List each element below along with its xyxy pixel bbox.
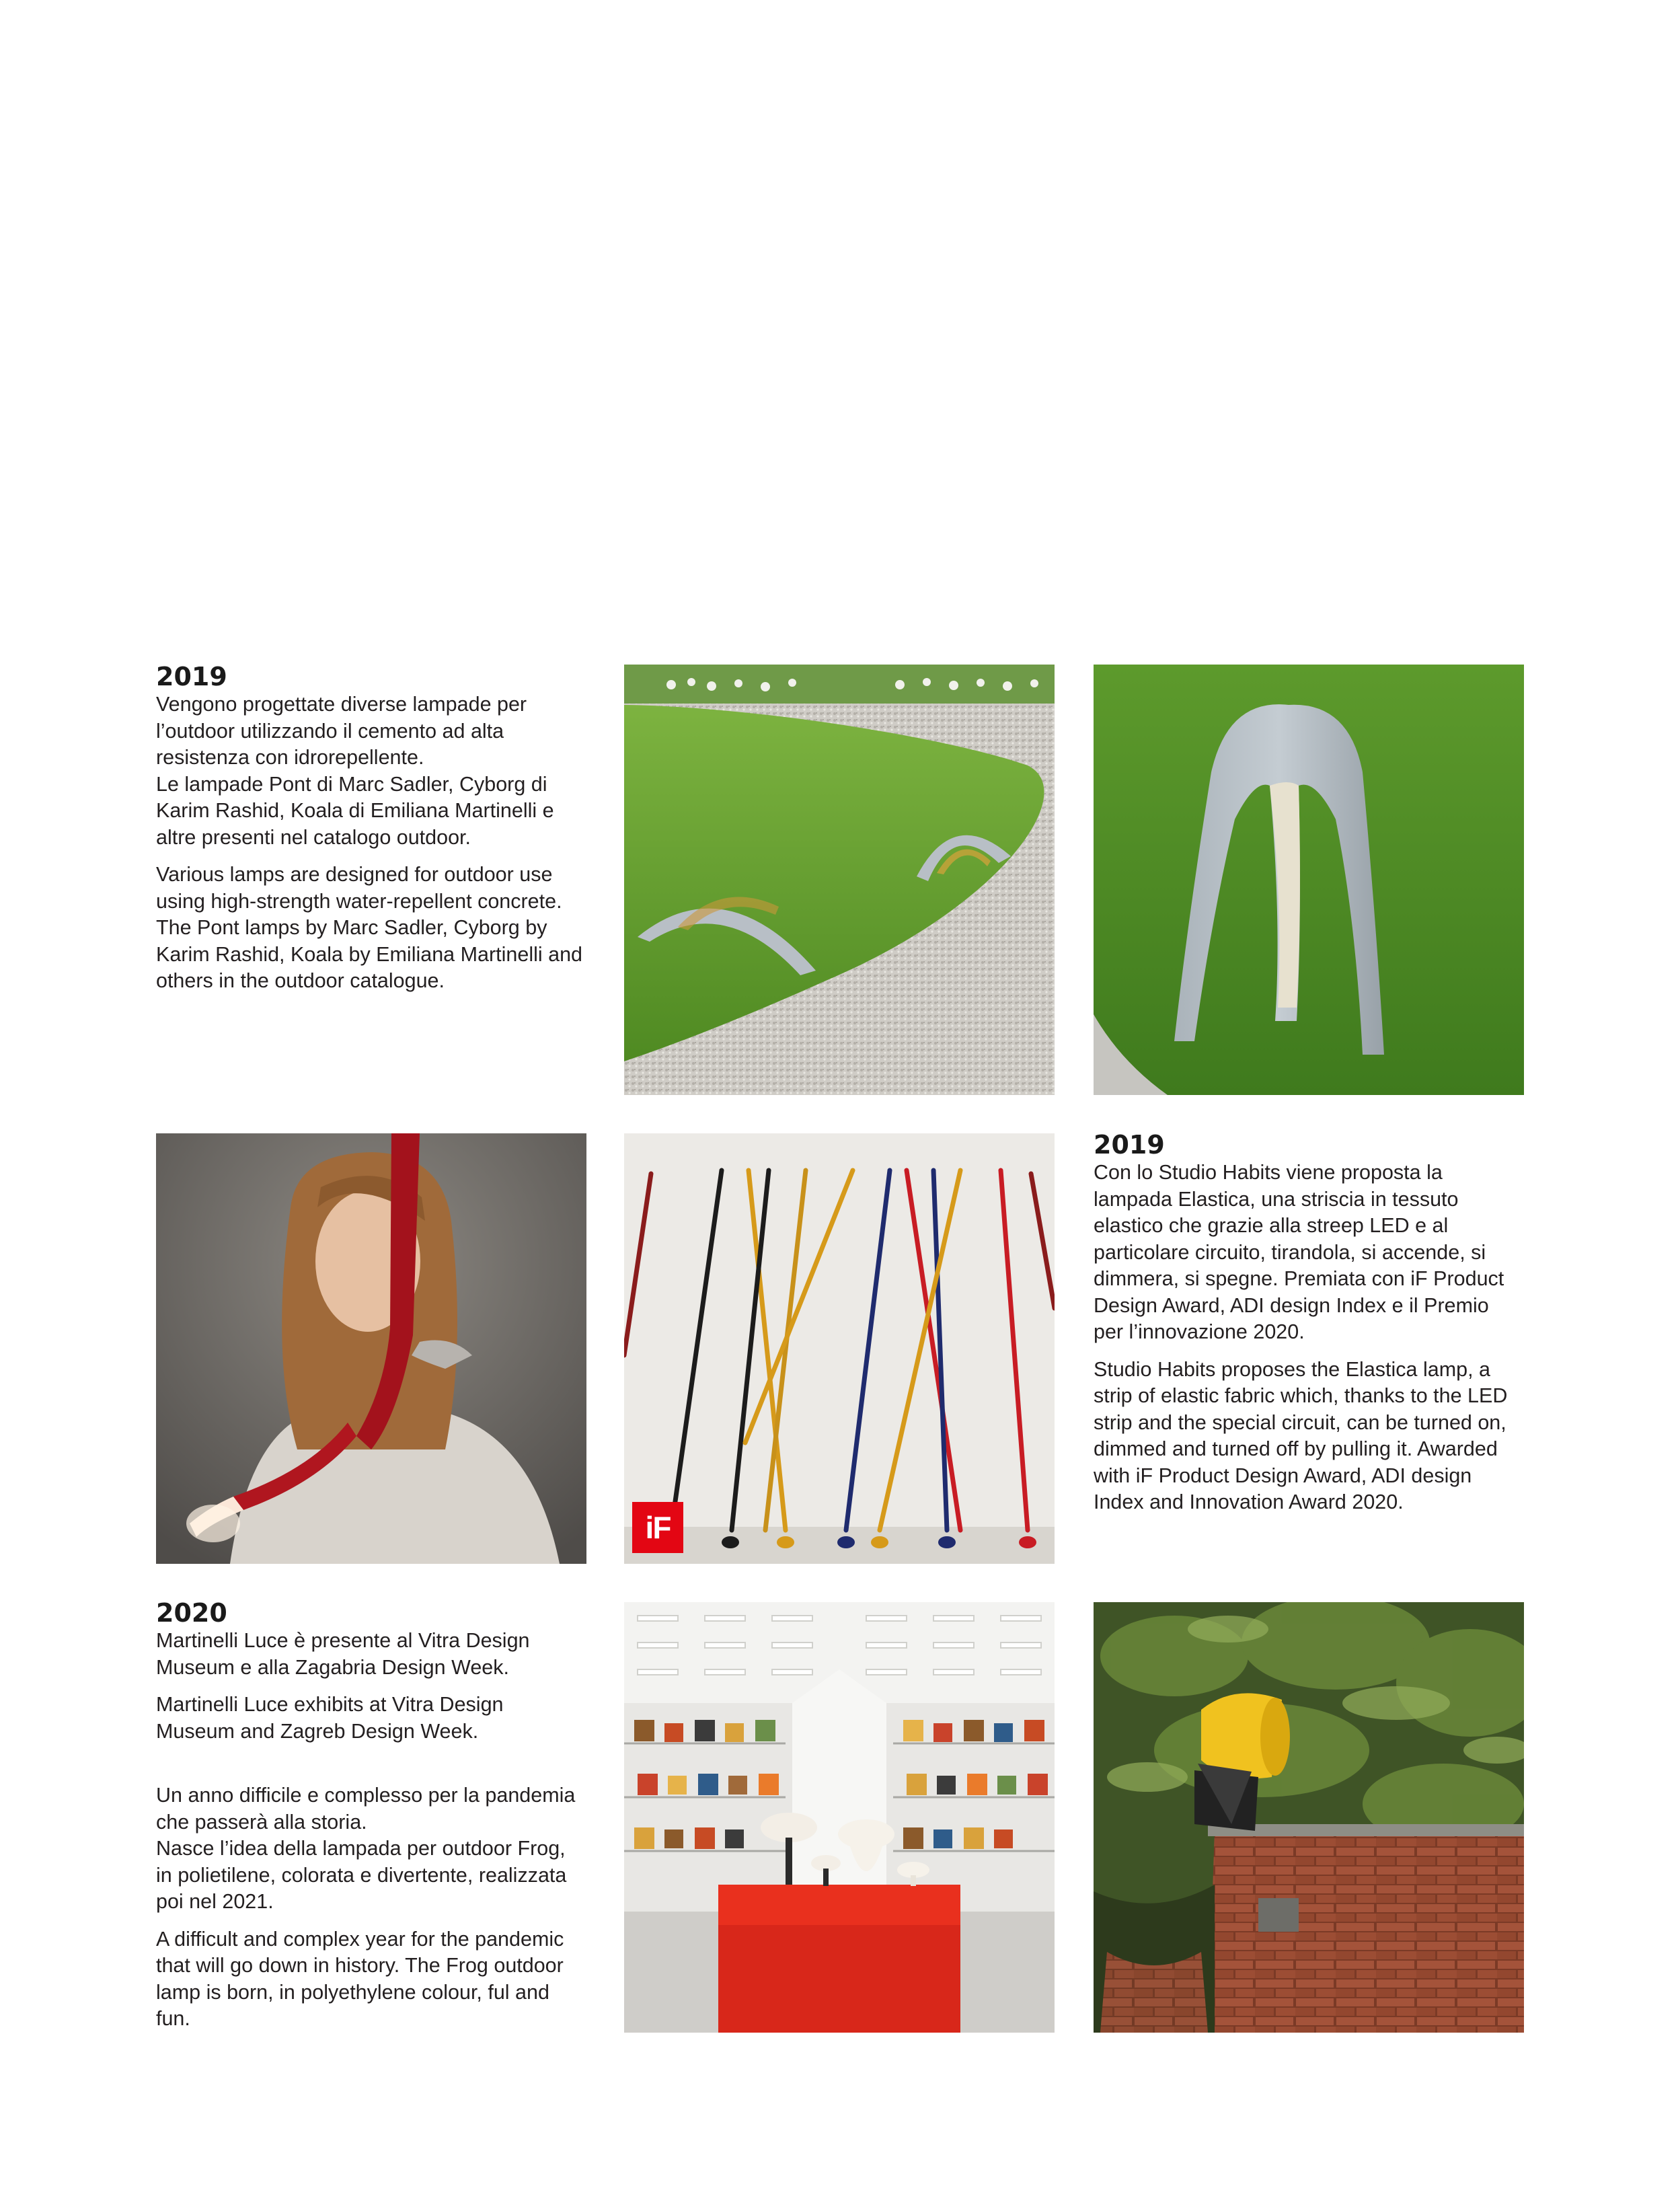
section-2019-elastica [1094, 1130, 1524, 1527]
section-2020 [156, 1598, 586, 2043]
paragraph-it: Le lampade Pont di Marc Sadler, Cyborg di Karim Rashid, Koala di Emiliana Martinelli e altre presenti nel catalogo outdoor. [156, 772, 554, 849]
photo-vitra-design-museum [624, 1602, 1055, 2033]
paragraph-it: Con lo Studio Habits viene proposta la lampada Elastica, una striscia in tessuto elastico che grazie alla streep LED e al particolare circuito, tirandola, si accende, si dimmera, si spegne. Premiata con iF Product Design Award, ADI design Index e il Premio per l’innovazione 2020. [1094, 1161, 1504, 1343]
photo-elastica-woman [156, 1133, 586, 1564]
paragraph-it: Vengono progettate diverse lampade per l’outdoor utilizzando il cemento ad alta resistenza con idrorepellente. [156, 693, 527, 769]
photo-elastica-installation [624, 1133, 1055, 1564]
year-heading: 2019 [156, 662, 227, 691]
year-heading: 2019 [1094, 1130, 1165, 1160]
paragraph-it: Martinelli Luce è presente al Vitra Design Museum e alla Zagabria Design Week. [156, 1629, 530, 1679]
if-award-badge: iF [645, 1510, 671, 1545]
photo-cyborg-lamp-grass [1094, 665, 1524, 1095]
paragraph-en: Various lamps are designed for outdoor use using high-strength water-repellent concrete. The Pont lamps by Marc Sadler, Cyborg by Karim Rashid, Koala by Emiliana Martinelli and others in the outdoor catalogue. [156, 863, 583, 992]
photo-pont-lamps-lawn [624, 665, 1055, 1095]
section-2019-outdoor [156, 662, 593, 1006]
paragraph-en: Studio Habits proposes the Elastica lamp, a strip of elastic fabric which, thanks to the LED strip and the special circuit, can be turned on, dimmed and turned off by pulling it. Awarded with iF Product Design Award, ADI design Index and Innovation Award 2020. [1094, 1357, 1508, 1513]
paragraph-it: Un anno difficile e complesso per la pandemia che passerà alla storia. [156, 1784, 576, 1834]
year-heading: 2020 [156, 1598, 227, 1628]
photo-frog-lamp-brick-wall [1094, 1602, 1524, 2033]
paragraph-en: A difficult and complex year for the pandemic that will go down in history. The Frog outdoor lamp is born, in polyethylene colour, ful and fun. [156, 1927, 564, 2030]
paragraph-en: Martinelli Luce exhibits at Vitra Design Museum and Zagreb Design Week. [156, 1693, 504, 1743]
paragraph-it: Nasce l’idea della lampada per outdoor Frog, in polietilene, colorata e divertente, realizzata poi nel 2021. [156, 1837, 567, 1913]
